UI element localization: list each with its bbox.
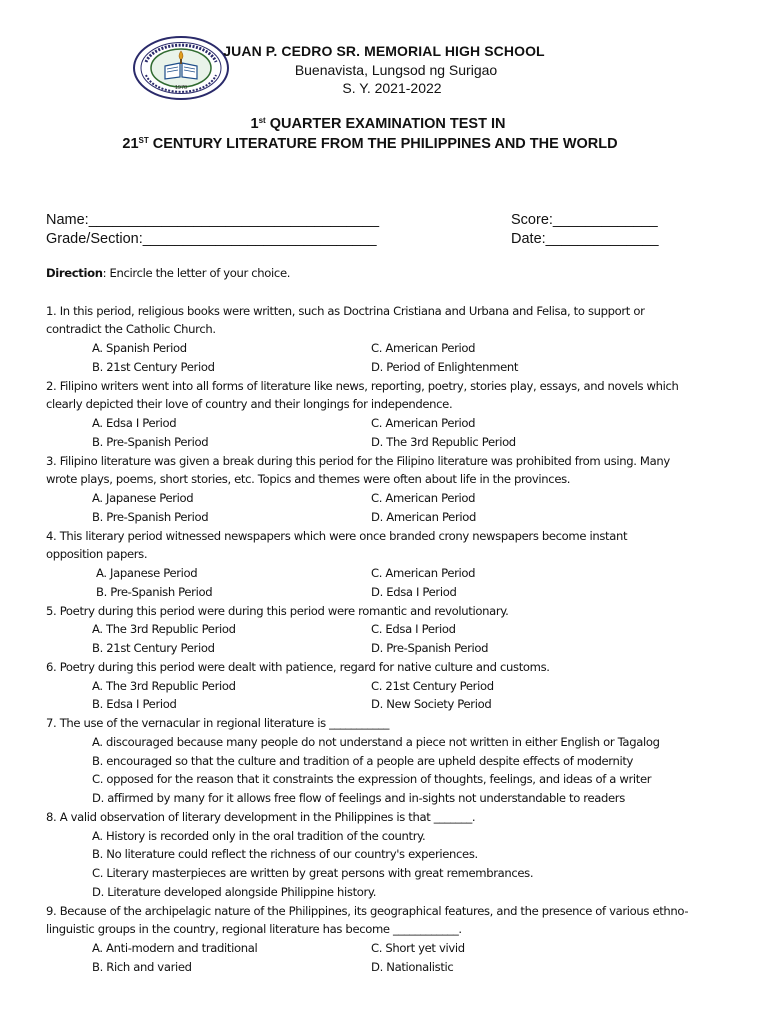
question-1-choice[interactable]: A. Spanish Period (92, 341, 187, 355)
question-3-choice[interactable]: C. American Period (371, 491, 476, 505)
question-4-text: opposition papers. (46, 547, 148, 562)
school-address: Buenavista, Lungsod ng Surigao (294, 62, 498, 78)
school-name: JUAN P. CEDRO SR. MEMORIAL HIGH SCHOOL (223, 43, 545, 59)
question-5-choice[interactable]: D. Pre-Spanish Period (371, 641, 489, 655)
score-field[interactable]: Score:_____________ (511, 212, 658, 228)
question-3-text: wrote plays, poems, short stories, etc. Topics and themes were often about life in the provinces. (46, 472, 571, 487)
question-7-text: 7. The use of the vernacular in regional literature is ___________ (46, 716, 390, 730)
question-1-choice[interactable]: C. American Period (371, 341, 476, 355)
question-2-text: clearly depicted their love of country and their longings for independence. (46, 397, 453, 412)
question-9-text: linguistic groups in the country, regional literature has become ____________. (46, 922, 462, 937)
exam-title-line2: 21ST CENTURY LITERATURE FROM THE PHILIPPINES AND THE WORLD (122, 136, 618, 152)
question-3-choice[interactable]: B. Pre-Spanish Period (92, 509, 209, 524)
question-4-choice[interactable]: D. Edsa I Period (371, 584, 457, 599)
question-2-choice[interactable]: C. American Period (371, 416, 476, 430)
question-5-choice[interactable]: B. 21st Century Period (92, 641, 215, 655)
question-7-choice[interactable]: D. affirmed by many for it allows free flow of feelings and in-sights not understandable to readers (92, 791, 625, 805)
question-1-text: contradict the Catholic Church. (46, 322, 216, 337)
question-2-choice[interactable]: A. Edsa I Period (92, 416, 177, 430)
question-4-choice[interactable]: B. Pre-Spanish Period (96, 584, 213, 599)
question-3-choice[interactable]: A. Japanese Period (92, 491, 194, 505)
question-6-choice[interactable]: C. 21st Century Period (371, 678, 494, 693)
question-4-choice[interactable]: C. American Period (371, 566, 476, 580)
question-4-choice[interactable]: A. Japanese Period (96, 566, 198, 580)
question-2-text: 2. Filipino writers went into all forms of literature like news, reporting, poetry, stories play, essays, and novels which (46, 378, 679, 393)
question-6-choice[interactable]: D. New Society Period (371, 697, 492, 712)
question-9-choice[interactable]: A. Anti-modern and traditional (92, 941, 258, 955)
exam-title-line1: 1st QUARTER EXAMINATION TEST IN (250, 116, 506, 132)
question-7-choice[interactable]: B. encouraged so that the culture and tradition of a people are upheld despite effects of modernity (92, 753, 634, 768)
date-field[interactable]: Date:______________ (511, 231, 659, 247)
seal-year: 1970 (174, 85, 188, 91)
question-7-choice[interactable]: C. opposed for the reason that it constraints the expression of thoughts, feelings, and ideas of a writer (92, 772, 652, 787)
question-6-text: 6. Poetry during this period were dealt with patience, regard for native culture and customs. (46, 659, 550, 674)
question-3-choice[interactable]: D. American Period (371, 509, 477, 524)
question-8-text: 8. A valid observation of literary development in the Philippines is that _______. (46, 809, 476, 824)
question-1-choice[interactable]: B. 21st Century Period (92, 359, 215, 374)
question-2-choice[interactable]: B. Pre-Spanish Period (92, 434, 209, 449)
question-5-choice[interactable]: A. The 3rd Republic Period (92, 622, 236, 637)
school-year: S. Y. 2021-2022 (342, 80, 442, 96)
question-7-choice[interactable]: A. discouraged because many people do not understand a piece not written in either English or Tagalog (92, 734, 660, 749)
question-9-text: 9. Because of the archipelagic nature of the Philippines, its geographical features, and the presence of various ethno- (46, 903, 689, 918)
question-9-choice[interactable]: C. Short yet vivid (371, 941, 465, 955)
question-9-choice[interactable]: B. Rich and varied (92, 959, 192, 974)
question-8-choice[interactable]: D. Literature developed alongside Philippine history. (92, 884, 377, 899)
question-3-text: 3. Filipino literature was given a break during this period for the Filipino literature was prohibited from using. Many (46, 453, 670, 468)
question-2-choice[interactable]: D. The 3rd Republic Period (371, 434, 516, 449)
question-1-text: 1. In this period, religious books were written, such as Doctrina Cristiana and Urbana and Felisa, to support or (46, 303, 645, 318)
question-6-choice[interactable]: B. Edsa I Period (92, 697, 177, 712)
name-field[interactable]: Name:____________________________________ (46, 212, 380, 228)
question-9-choice[interactable]: D. Nationalistic (371, 959, 454, 974)
question-8-choice[interactable]: A. History is recorded only in the oral tradition of the country. (92, 828, 426, 843)
question-4-text: 4. This literary period witnessed newspapers which were once branded crony newspapers become instant (46, 528, 628, 543)
question-5-choice[interactable]: C. Edsa I Period (371, 622, 456, 637)
question-8-choice[interactable]: C. Literary masterpieces are written by great persons with great remembrances. (92, 866, 534, 880)
question-1-choice[interactable]: D. Period of Enlightenment (371, 359, 519, 374)
question-8-choice[interactable]: B. No literature could reflect the richness of our country's experiences. (92, 847, 478, 862)
direction-line: Direction: Encircle the letter of your choice. (46, 266, 291, 280)
question-5-text: 5. Poetry during this period were during this period were romantic and revolutionary. (46, 603, 509, 618)
question-6-choice[interactable]: A. The 3rd Republic Period (92, 678, 236, 693)
grade-section-field[interactable]: Grade/Section:_____________________________ (46, 231, 377, 247)
